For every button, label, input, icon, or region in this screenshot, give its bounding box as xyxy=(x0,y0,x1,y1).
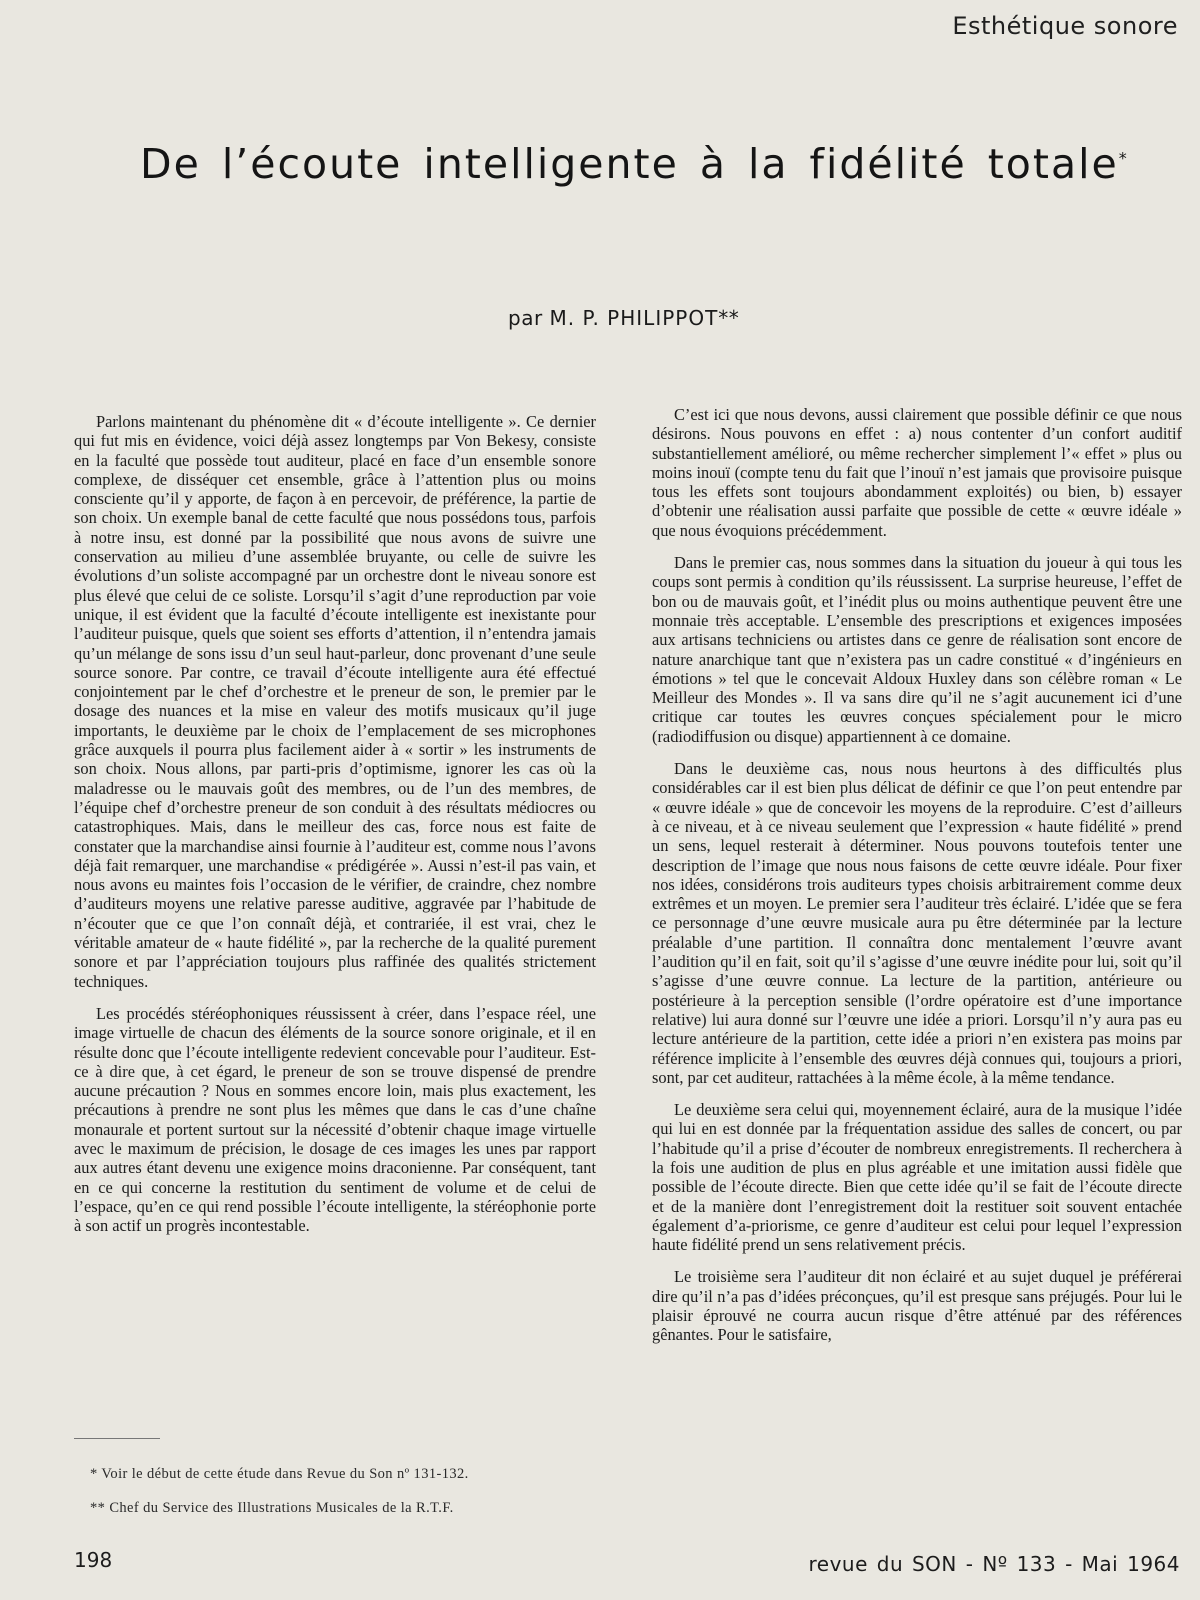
paragraph: C’est ici que nous devons, aussi clairement que possible définir ce que nous désirons. Nous pouvons en effet : a) nous contenter d’un confort auditif substantiellement amélioré, ou même rechercher simplement l’« effet » plus ou moins inouï (compte tenu du fait que l’inouï n’est jamais que provisoire puisque tous les effets sont toujours abondamment exploités) ou bien, b) essayer d’obtenir une réalisation aussi parfaite que possible de cette « œuvre idéale » que nous évoquions précédemment. xyxy=(652,405,1182,540)
paragraph: Dans le deuxième cas, nous nous heurtons à des difficultés plus considérables car il est bien plus délicat de définir ce que l’on peut entendre par « œuvre idéale » que de concevoir les moyens de la reproduire. C’est d’ailleurs à ce niveau, et à ce niveau seulement que l’expression « haute fidélité » prend un sens, lequel resterait à déterminer. Nous pouvons toutefois tenter une description de l’image que nous nous faisons de cette œuvre idéale. Pour fixer nos idées, considérons trois auditeurs types choisis arbitrairement comme deux extrêmes et un moyen. Le premier sera l’auditeur très éclairé. L’idée que se fera ce personnage d’une œuvre musicale aura pu être déterminée par la lecture préalable d’une partition. Il connaîtra donc mentalement l’œuvre avant l’audition qu’il en fait, soit qu’il s’agisse d’une œuvre inédite pour lui, soit qu’il s’agisse d’une œuvre connue. La lecture de la partition, antérieure ou postérieure à la perception sensible (l’ordre opératoire est d’une importance relative) lui aura donné sur l’œuvre une idée a priori. Lorsqu’il n’y aura pas eu lecture antérieure de la partition, cette idée a priori n’en existera pas moins par référence implicite à l’ensemble des œuvres déjà connues qui, toujours a priori, sont, par cet auditeur, rattachées à la même école, à la même tendance. xyxy=(652,759,1182,1087)
footnote: ** Chef du Service des Illustrations Musicales de la R.T.F. xyxy=(90,1500,454,1516)
paragraph: Dans le premier cas, nous sommes dans la situation du joueur à qui tous les coups sont permis à condition qu’ils réussissent. La surprise heureuse, l’effet de bon ou de mauvais goût, et l’inédit plus ou moins authentique peuvent être une monnaie très acceptable. L’ensemble des prescriptions et exigences imposées aux artisans techniciens ou artistes dans ce genre de réalisation sont encore de nature anarchique tant que n’existera pas un cadre constitué « d’ingénieurs en émotions » tel que le concevait Aldoux Huxley dans son célèbre roman « Le Meilleur des Mondes ». Il va sans dire qu’il ne s’agit aucunement ici d’une critique car toutes les œuvres conçues spécialement pour le micro (radiodiffusion ou disque) appartiennent à ce domaine. xyxy=(652,553,1182,746)
paragraph: Les procédés stéréophoniques réussissent à créer, dans l’espace réel, une image virtuelle de chacun des éléments de la source sonore originale, et il en résulte donc que l’écoute intelligente redevient concevable pour l’auditeur. Est-ce à dire que, à cet égard, le preneur de son se trouve dispensé de prendre aucune précaution ? Nous en sommes encore loin, mais plus exactement, les précautions à prendre ne sont plus les mêmes que dans le cas d’une chaîne monaurale et portent surtout sur la nécessité d’obtenir chaque image virtuelle avec le maximum de précision, le dosage de ces images les unes par rapport aux autres étant devenu une exigence moins draconienne. Par conséquent, tant en ce qui concerne la restitution du sentiment de volume et de celui de l’espace, qu’en ce qui rend possible l’écoute intelligente, la stéréophonie porte à son actif un progrès incontestable. xyxy=(74,1003,596,1236)
author-name: M. P. PHILIPPOT xyxy=(549,306,719,330)
byline xyxy=(508,306,739,330)
paragraph: Le deuxième sera celui qui, moyennement éclairé, aura de la musique l’idée qui lui en est donnée par la fréquentation assidue des salles de concert, ou par l’habitude qu’il a prise d’écouter de nombreux enregistrements. Il recherchera à la fois une audition de plus en plus agréable et une imitation aussi fidèle que possible de l’écoute directe. Bien que cette idée qu’il se fait de l’écoute directe et de la manière dont l’enregistrement doit la restituer soit souvent entachée également d’a-priorisme, ce genre d’auditeur est celui pour lequel l’expression haute fidélité prend un sens relativement précis. xyxy=(652,1100,1182,1255)
author-footnote-mark: ** xyxy=(718,306,740,330)
paragraph: Parlons maintenant du phénomène dit « d’écoute intelligente ». Ce dernier qui fut mis en évidence, voici déjà assez longtemps par Von Bekesy, consiste en la faculté que possède tout auditeur, placé en face d’un ensemble sonore complexe, de disséquer cet ensemble, grâce à l’attention plus ou moins consciente qu’il y apporte, de façon à en percevoir, de préférence, la partie de son choix. Un exemple banal de cette faculté que nous possédons tous, parfois à notre insu, est donné par la possibilité que nous avons de suivre une conservation au milieu d’une assemblée bruyante, ou celle de suivre les évolutions d’un soliste accompagné par un orchestre dont le niveau sonore est plus élevé que celui de ce soliste. Lorsqu’il s’agit d’une reproduction par voie unique, il est évident que la faculté d’écoute intelligente est inexistante pour l’auditeur puisque, quels que soient ses efforts d’attention, il n’entendra jamais qu’un mélange de sons issu d’un seul haut-parleur, donc provenant d’une seule source sonore. Par contre, ce travail d’écoute intelligente aura été effectué conjointement par le chef d’orchestre et le preneur de son, le premier par le dosage des nuances et la mise en valeur des motifs musicaux qu’il juge importants, le deuxième par le choix de l’emplacement de ses microphones grâce auxquels il pourra plus facilement aider à « sortir » les instruments de son choix. Nous allons, par parti-pris d’optimisme, ignorer les cas où la maladresse ou le mauvais goût des membres, ou de l’un des membres, de l’équipe chef d’orchestre preneur de son conduit à des résultats médiocres ou catastrophiques. Mais, dans le meilleur des cas, force nous est faite de constater que la marchandise ainsi fournie à l’auditeur est, comme nous l’avons déjà fait remarquer, une marchandise « prédigérée ». Aussi n’est-il pas vain, et nous avons eu maintes fois l’occasion de le vérifier, de craindre, chez nombre d’auditeurs moyens une relative paresse auditive, aggravée par l’habitude de n’écouter que ce que l’on connaît déjà, et contrariée, il est vrai, chez le véritable amateur de « haute fidélité », par la recherche de la qualité purement sonore et par l’appréciation toujours plus raffinée des qualités strictement techniques. xyxy=(74,412,596,991)
right-column xyxy=(652,405,1182,1358)
paragraph: Le troisième sera l’auditeur dit non éclairé et au sujet duquel je préférerai dire qu’il n’a pas d’idées préconçues, qu’il est presque sans préjugés. Pour lui le plaisir éprouvé ne courra aucun risque d’être atténué par des références gênantes. Pour le satisfaire, xyxy=(652,1267,1182,1345)
article-title xyxy=(140,140,1140,188)
page-number: 198 xyxy=(74,1548,113,1572)
section-rubric: Esthétique sonore xyxy=(952,12,1178,40)
title-footnote-mark: * xyxy=(1118,148,1129,168)
publication-footer: revue du SON - Nº 133 - Mai 1964 xyxy=(808,1552,1180,1576)
article-title-text: De l’écoute intelligente à la fidélité totale xyxy=(140,140,1119,188)
footnote-rule xyxy=(74,1438,160,1439)
left-column xyxy=(74,412,596,1248)
byline-prefix: par xyxy=(508,306,543,330)
footnote: * Voir le début de cette étude dans Revue du Son nº 131-132. xyxy=(90,1466,469,1482)
